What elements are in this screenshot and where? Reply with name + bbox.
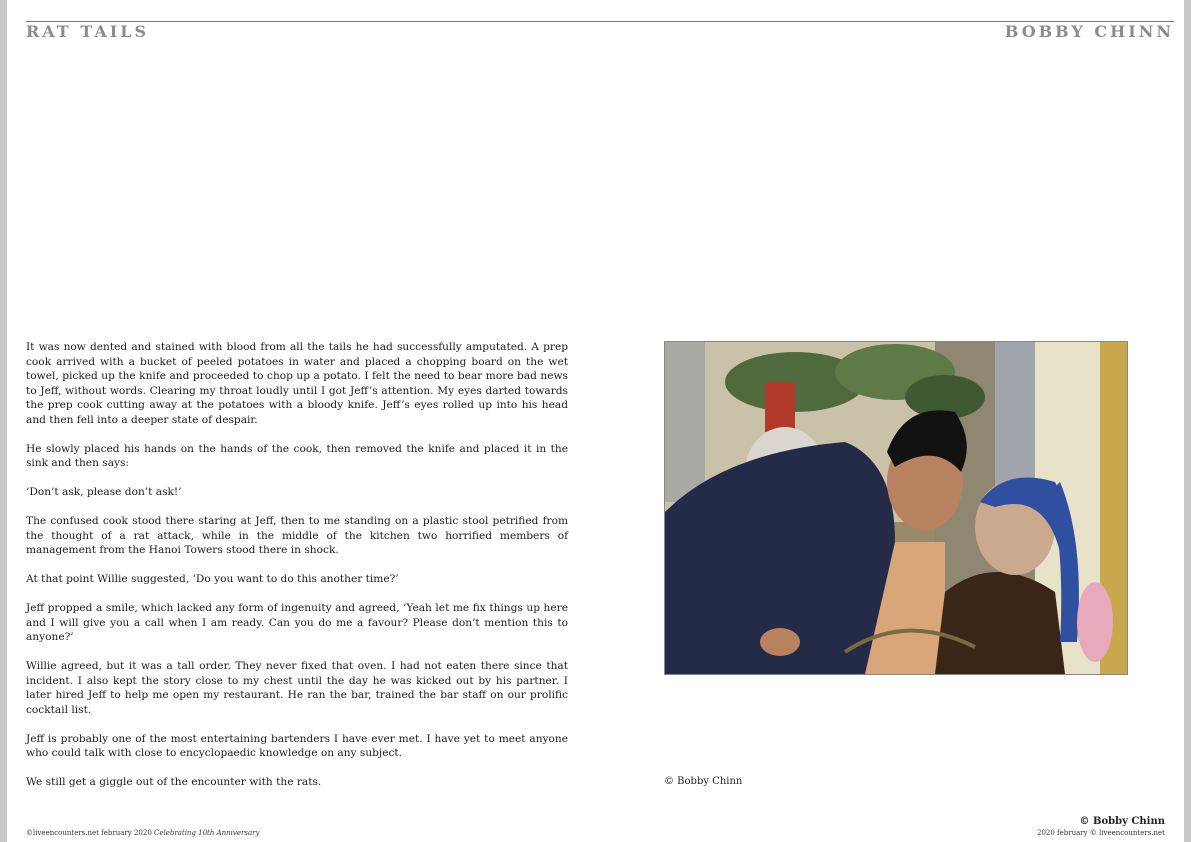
article-photo	[664, 341, 1128, 675]
page	[7, 0, 1184, 842]
paragraph: Willie agreed, but it was a tall order. They never fixed that oven. I had not eaten there since that incident. I also kept the story close to my chest until the day he was kicked out by his partner. I later hired Jeff to help me open my restaurant. He ran the bar, trained the bar staff on our prolific cocktail list.	[26, 660, 568, 716]
paragraph: ‘Don’t ask, please don’t ask!’	[26, 486, 182, 498]
paragraph: The confused cook stood there staring at Jeff, then to me standing on a plastic stool petrified from the thought of a rat attack, while in the middle of the kitchen two horrified members of management from the Hanoi Towers stood there in shock.	[26, 515, 568, 556]
footer-anniversary: Celebrating 10th Anniversary	[154, 829, 260, 837]
paragraph: It was now dented and stained with blood from all the tails he had successfully amputated. A prep cook arrived with a bucket of peeled potatoes in water and placed a chopping board on the wet towel, picked up the knife and proceeded to chop up a potato. I felt the need to bear more bad news to Jeff, without words. Clearing my throat loudly until I got Jeff’s attention. My eyes darted towards the prep cook cutting away at the potatoes with a bloody knife. Jeff’s eyes rolled up into his head and then fell into a deeper state of despair.	[26, 341, 568, 426]
footer-author: © Bobby Chinn	[1079, 816, 1165, 827]
paragraph: Jeff propped a smile, which lacked any form of ingenuity and agreed, ‘Yeah let me fix things up here and I will give you a call when I am ready. Can you do me a favour? Please don’t mention this to anyone?’	[26, 602, 568, 643]
header-rule	[26, 21, 1174, 22]
footer-right: 2020 february © liveencounters.net	[1037, 829, 1165, 837]
photo-illustration	[665, 342, 1127, 674]
section-title: RAT TAILS	[26, 22, 150, 41]
paragraph: We still get a giggle out of the encounter with the rats.	[26, 776, 322, 788]
photo-credit: © Bobby Chinn	[664, 776, 743, 787]
article-body	[26, 340, 568, 804]
footer-site: ©liveencounters.net february 2020	[26, 829, 154, 837]
author-header: BOBBY CHINN	[1004, 22, 1174, 41]
footer-left	[26, 829, 259, 837]
paragraph: He slowly placed his hands on the hands of the cook, then removed the knife and placed it in the sink and then says:	[26, 442, 568, 469]
paragraph: At that point Willie suggested, ‘Do you want to do this another time?’	[26, 573, 399, 585]
paragraph: Jeff is probably one of the most entertaining bartenders I have ever met. I have yet to meet anyone who could talk with close to encyclopaedic knowledge on any subject.	[26, 732, 568, 759]
